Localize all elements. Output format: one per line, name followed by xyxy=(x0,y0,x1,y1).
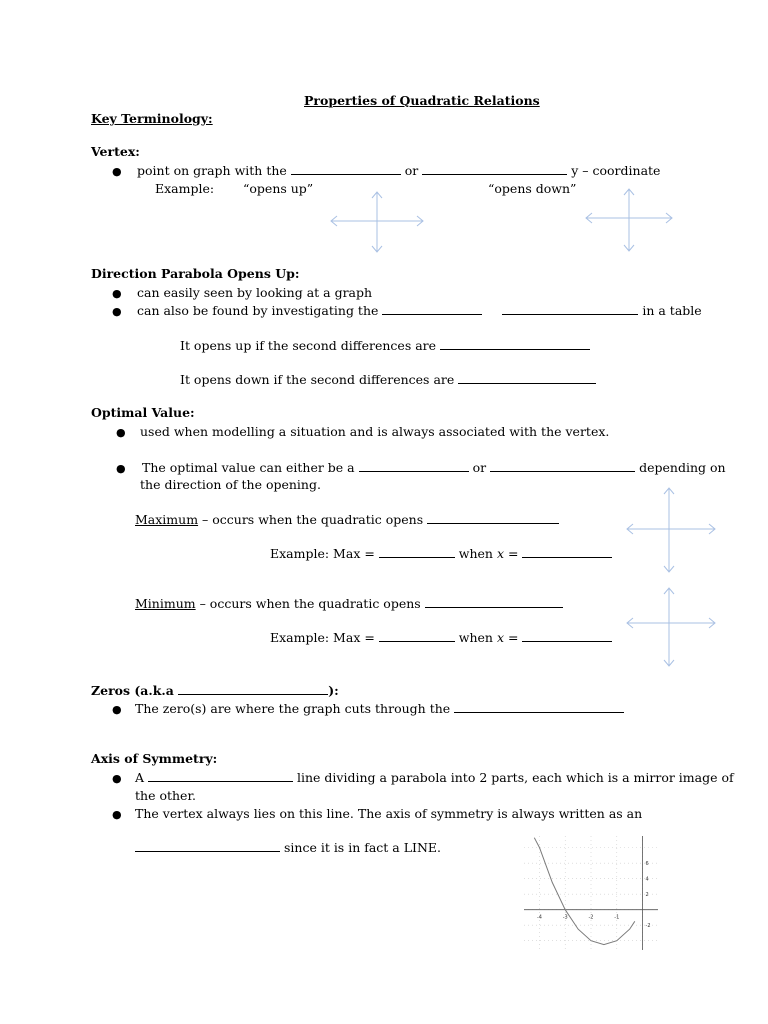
opens-down-line xyxy=(180,372,596,387)
minimum-term: Minimum xyxy=(135,596,196,611)
bullet-icon: ● xyxy=(112,287,122,300)
vertex-heading: Vertex: xyxy=(91,144,140,159)
direction-text-b: in a table xyxy=(642,303,702,318)
axis-heading: Axis of Symmetry: xyxy=(91,751,218,766)
zeros-heading-close: ): xyxy=(328,683,339,698)
blank-field[interactable] xyxy=(427,512,559,524)
blank-field[interactable] xyxy=(502,303,638,315)
vertex-bullet-1 xyxy=(137,163,660,178)
direction-bullet-1: can easily seen by looking at a graph xyxy=(137,285,373,300)
x-tick-label: -2 xyxy=(588,914,594,921)
blank-field[interactable] xyxy=(379,630,455,642)
blank-field[interactable] xyxy=(425,596,563,608)
blank-field[interactable] xyxy=(440,338,590,350)
x-variable: x xyxy=(496,630,505,645)
axes-icon xyxy=(625,486,717,574)
x-tick-label: -1 xyxy=(614,914,620,921)
optimal-bullet-2 xyxy=(142,460,726,475)
x-variable: x xyxy=(496,546,505,561)
max-example-text: Example: Max = xyxy=(270,546,375,561)
bullet-icon: ● xyxy=(116,426,126,439)
maximum-text: – occurs when the quadratic opens xyxy=(198,512,424,527)
zeros-text: The zero(s) are where the graph cuts through the xyxy=(135,701,451,716)
minimum-line xyxy=(135,596,563,611)
opens-up-line xyxy=(180,338,590,353)
bullet-icon: ● xyxy=(112,808,122,821)
optimal-text-b: or xyxy=(472,460,487,475)
blank-field[interactable] xyxy=(291,163,401,175)
min-example-text: Example: Max = xyxy=(270,630,375,645)
blank-field[interactable] xyxy=(422,163,567,175)
x-tick-label: -3 xyxy=(562,914,568,921)
axis-bullet-1-cont: the other. xyxy=(135,788,197,803)
zeros-heading xyxy=(91,683,339,698)
axis-text-3: since it is in fact a LINE. xyxy=(283,840,441,855)
y-tick-label: 4 xyxy=(645,876,649,883)
axes-icon xyxy=(584,187,674,253)
optimal-heading: Optimal Value: xyxy=(91,405,195,420)
minimum-text: – occurs when the quadratic opens xyxy=(195,596,421,611)
blank-field[interactable] xyxy=(490,460,635,472)
bullet-icon: ● xyxy=(112,703,122,716)
when-text: when xyxy=(458,546,493,561)
axis-text-b: line dividing a parabola into 2 parts, each which is a mirror image of xyxy=(297,770,734,785)
blank-field[interactable] xyxy=(522,546,612,558)
parabola-graph xyxy=(524,836,658,950)
blank-field[interactable] xyxy=(359,460,469,472)
y-tick-label: -2 xyxy=(645,923,651,930)
maximum-term: Maximum xyxy=(135,512,199,527)
vertex-opens-up: “opens up” xyxy=(243,181,314,196)
axis-line-3 xyxy=(135,840,441,855)
equals-text: = xyxy=(508,630,519,645)
optimal-text-a: The optimal value can either be a xyxy=(142,460,355,475)
page-title: Properties of Quadratic Relations xyxy=(304,93,540,108)
blank-field[interactable] xyxy=(522,630,612,642)
vertex-example-label: Example: xyxy=(155,181,215,196)
blank-field[interactable] xyxy=(454,701,624,713)
direction-heading: Direction Parabola Opens Up: xyxy=(91,266,300,281)
vertex-text-b: or xyxy=(404,163,419,178)
optimal-bullet-2-cont: the direction of the opening. xyxy=(140,477,321,492)
axis-bullet-1 xyxy=(135,770,734,785)
axis-bullet-2: The vertex always lies on this line. The axis of symmetry is always written as an xyxy=(135,806,643,821)
blank-field[interactable] xyxy=(178,683,328,695)
bullet-icon: ● xyxy=(112,305,122,318)
bullet-icon: ● xyxy=(112,165,122,178)
axes-icon xyxy=(329,190,425,254)
equals-text: = xyxy=(508,546,519,561)
bullet-icon: ● xyxy=(116,462,126,475)
vertex-opens-down: “opens down” xyxy=(488,181,577,196)
key-terminology-heading: Key Terminology: xyxy=(91,111,213,126)
opens-up-text: It opens up if the second differences are xyxy=(180,338,437,353)
y-tick-label: 6 xyxy=(645,861,649,868)
parabola-curve xyxy=(534,838,635,945)
axis-text-a: A xyxy=(135,770,145,785)
min-example xyxy=(270,630,612,645)
bullet-icon: ● xyxy=(112,772,122,785)
max-example xyxy=(270,546,612,561)
optimal-bullet-1: used when modelling a situation and is always associated with the vertex. xyxy=(140,424,610,439)
opens-down-text: It opens down if the second differences are xyxy=(180,372,455,387)
blank-field[interactable] xyxy=(379,546,455,558)
zeros-bullet-1 xyxy=(135,701,624,716)
axes-icon xyxy=(625,586,717,668)
zeros-heading-text: Zeros (a.k.a xyxy=(91,683,174,698)
maximum-line xyxy=(135,512,559,527)
vertex-text-a: point on graph with the xyxy=(137,163,287,178)
vertex-text-c: y – coordinate xyxy=(571,163,661,178)
when-text: when xyxy=(458,630,493,645)
direction-text-a: can also be found by investigating the xyxy=(137,303,379,318)
optimal-text-c: depending on xyxy=(639,460,726,475)
blank-field[interactable] xyxy=(148,770,293,782)
direction-bullet-2 xyxy=(137,303,702,318)
blank-field[interactable] xyxy=(135,840,280,852)
blank-field[interactable] xyxy=(458,372,596,384)
x-tick-label: -4 xyxy=(536,914,542,921)
y-tick-label: 2 xyxy=(645,892,649,899)
blank-field[interactable] xyxy=(382,303,482,315)
